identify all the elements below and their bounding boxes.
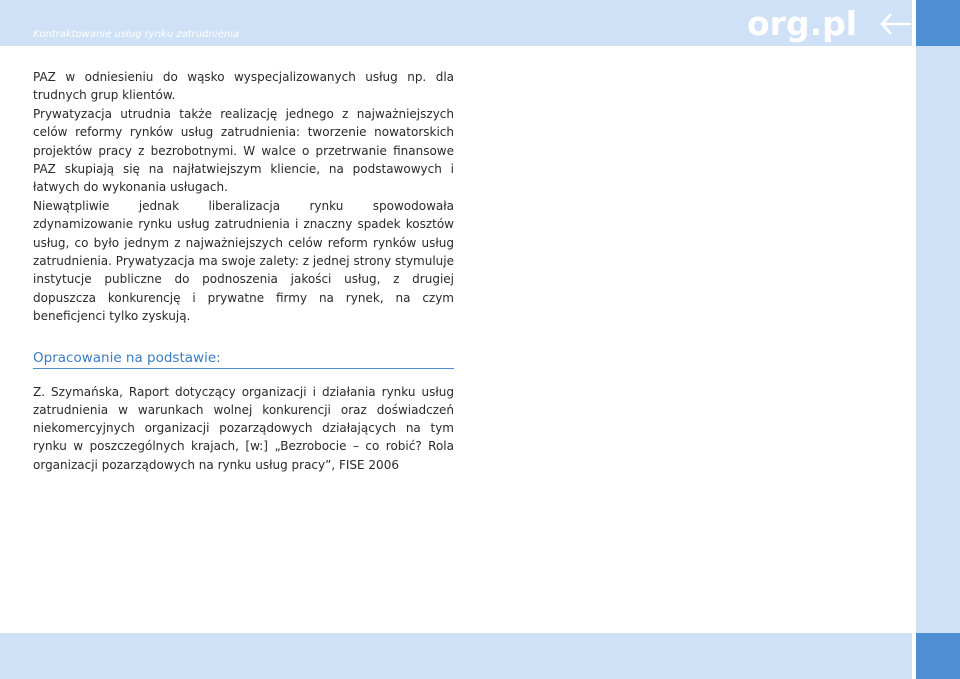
footer-bar [0, 633, 912, 679]
source-heading: Opracowanie na podstawie: [33, 350, 454, 369]
page-header-title: Kontraktowanie usług rynku zatrudnienia [33, 29, 239, 40]
side-strip [916, 0, 960, 679]
paragraph-1: PAZ w odniesieniu do wąsko wyspecjalizowanych usług np. dla trudnych grup klientów. [33, 70, 454, 103]
source-citation: Z. Szymańska, Raport dotyczący organizacji i działania rynku usług zatrudnienia w warunkach wolnej konkurencji oraz doświadczeń niekomercyjnych organizacji pozarządowych działających na tym rynku w poszczególnych krajach, [w:] „Bezrobocie – co robić? Rola organizacji pozarządowych na rynku usług pracy”, FISE 2006 [33, 384, 454, 472]
brand-logo: org.pl [747, 4, 858, 43]
paragraph-3: Niewątpliwie jednak liberalizacja rynku spowodowała zdynamizowanie rynku usług zatrudnienia i znaczny spadek kosztów usług, co było jednym z najważniejszych celów reform rynków usług zatrudnienia. Prywatyzacja ma swoje zalety: z jednej strony stymuluje instytucje publiczne do podnoszenia jakości usług, z drugiej dopuszcza konkurencję i prywatne firmy na rynek, na czym beneficjenci tylko zyskują. [33, 198, 454, 324]
paragraph-2: Prywatyzacja utrudnia także realizację jednego z najważniejszych celów reformy rynków usług zatrudnienia: tworzenie nowatorskich projektów pracy z bezrobotnymi. W walce o przetrwanie finansowe PAZ skupiają się na najłatwiejszym kliencie, na podstawowych i łatwych do wykonania usługach. [33, 106, 454, 195]
body-text [33, 68, 454, 326]
corner-block-top [916, 0, 960, 46]
main-content [33, 68, 454, 474]
corner-block-bottom [916, 633, 960, 679]
arrow-left-icon[interactable] [880, 9, 912, 39]
